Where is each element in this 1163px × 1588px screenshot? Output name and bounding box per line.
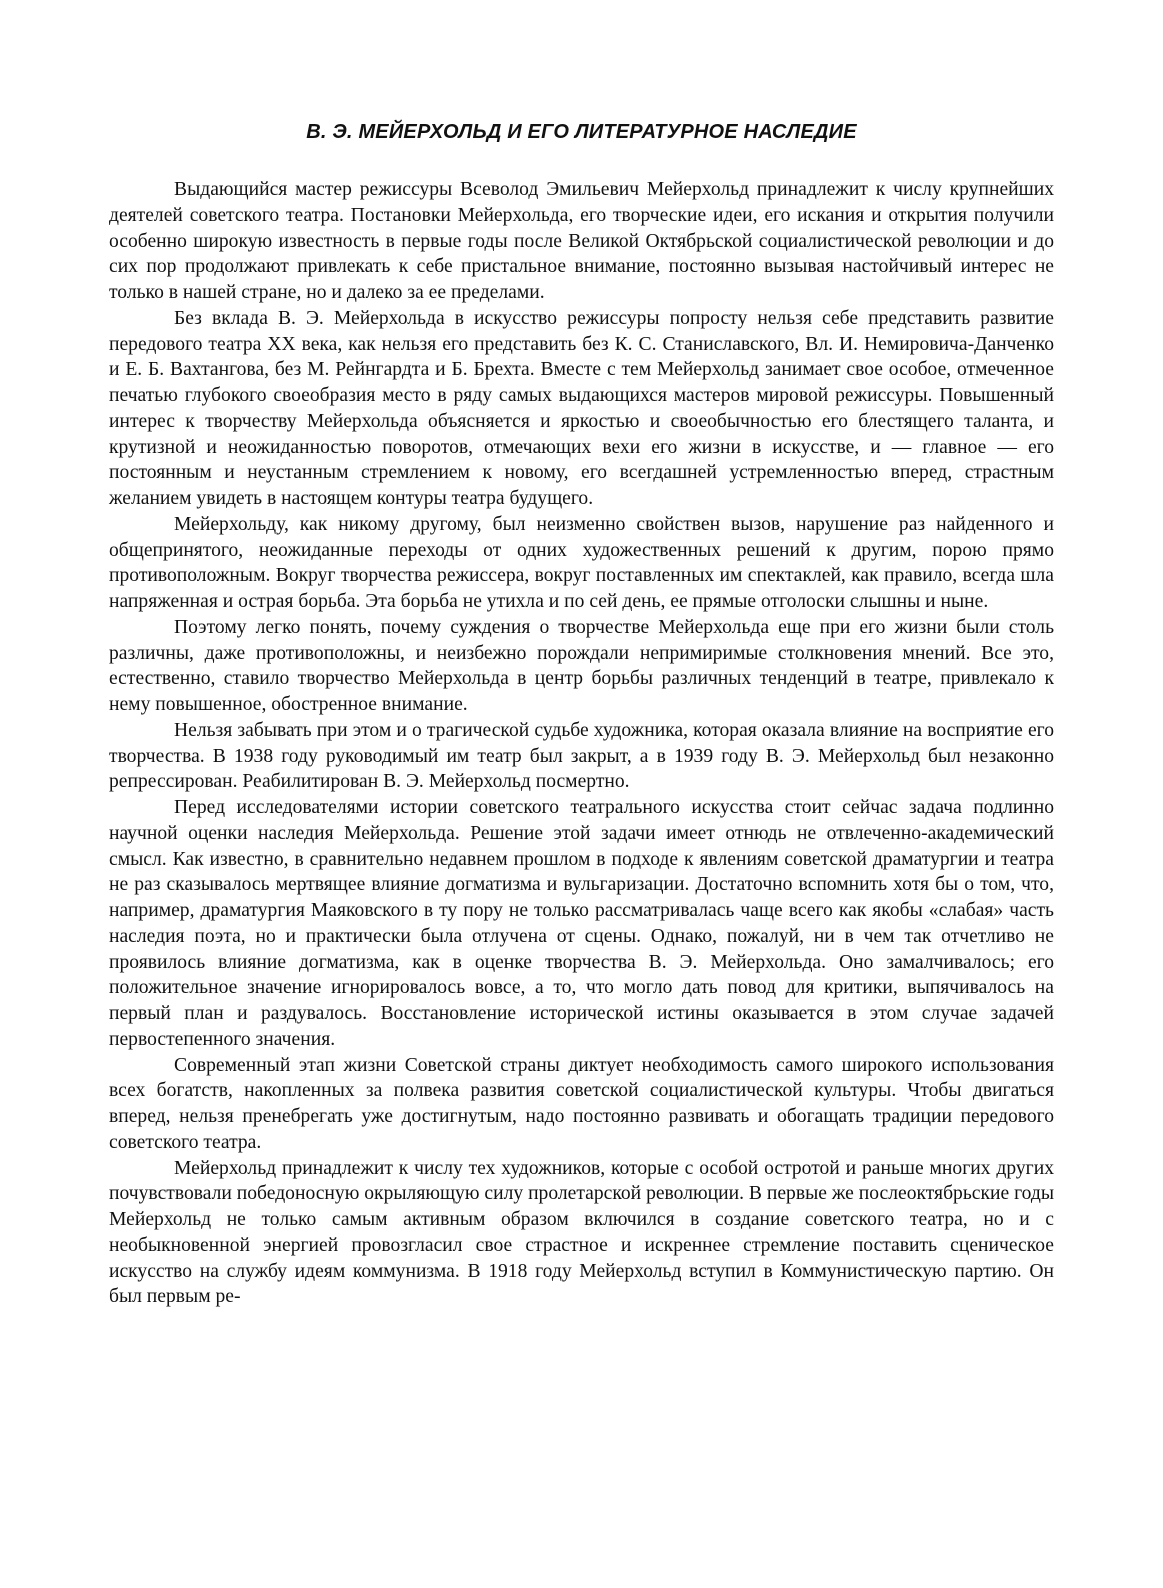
article-body bbox=[109, 177, 1054, 1310]
paragraph: Перед исследователями истории советского театрального искусства стоит сейчас задача подлинно научной оценки наследия Мейерхольда. Решение этой задачи имеет отнюдь не отвлеченно-академический смысл. Как известно, в сравнительно недавнем прошлом в подходе к явлениям советской драматургии и театра не раз сказывалось мертвящее влияние догматизма и вульгаризации. Достаточно вспомнить хотя бы о том, что, например, драматургия Маяковского в ту пору не только рассматривалась чаще всего как якобы «слабая» часть наследия поэта, но и практически была отлучена от сцены. Однако, пожалуй, ни в чем так отчетливо не проявилось влияние догматизма, как в оценке творчества В. Э. Мейерхольда. Оно замалчивалось; его положительное значение игнорировалось вовсе, а то, что могло дать повод для критики, выпячивалось на первый план и раздувалось. Восстановление исторической истины оказывается в этом случае задачей первостепенного значения. bbox=[109, 797, 1054, 1050]
paragraph: Мейерхольду, как никому другому, был неизменно свойствен вызов, нарушение раз найденного и общепринятого, неожиданные переходы от одних художественных решений к другим, порою прямо противоположным. Вокруг творчества режиссера, вокруг поставленных им спектаклей, как правило, всегда шла напряженная и острая борьба. Эта борьба не утихла и по сей день, ее прямые отголоски слышны и ныне. bbox=[109, 513, 1054, 612]
paragraph: Поэтому легко понять, почему суждения о творчестве Мейерхольда еще при его жизни были столь различны, даже противоположны, и неизбежно порождали непримиримые столкновения мнений. Все это, естественно, ставило творчество Мейерхольда в центр борьбы различных тенденций в театре, привлекало к нему повышенное, обостренное внимание. bbox=[109, 616, 1054, 715]
paragraph: Мейерхольд принадлежит к числу тех художников, которые с особой остротой и раньше многих других почувствовали победоносную окрыляющую силу пролетарской революции. В первые же послеоктябрьские годы Мейерхольд не только самым активным образом включился в создание советского театра, но и с необыкновенной энергией провозгласил свое страстное и искреннее стремление поставить сценическое искусство на службу идеям коммунизма. В 1918 году Мейерхольд вступил в Коммунистическую партию. Он был первым ре- bbox=[109, 1157, 1054, 1308]
paragraph: Без вклада В. Э. Мейерхольда в искусство режиссуры попросту нельзя себе представить развитие передового театра XX века, как нельзя его представить без К. С. Станиславского, Вл. И. Немировича-Данченко и Е. Б. Вахтангова, без М. Рейнгардта и Б. Брехта. Вместе с тем Мейерхольд занимает свое особое, отмеченное печатью глубокого своеобразия место в ряду самых выдающихся мастеров мировой режиссуры. Повышенный интерес к творчеству Мейерхольда объясняется и яркостью и своеобычностью его блестящего таланта, и крутизной и неожиданностью поворотов, отмечающих вехи его жизни в искусстве, и — главное — его постоянным и неустанным стремлением к новому, его всегдашней устремленностью вперед, страстным желанием увидеть в настоящем контуры театра будущего. bbox=[109, 307, 1054, 509]
paragraph: Нельзя забывать при этом и о трагической судьбе художника, которая оказала влияние на восприятие его творчества. В 1938 году руководимый им театр был закрыт, а в 1939 году В. Э. Мейерхольд был незаконно репрессирован. Реабилитирован В. Э. Мейерхольд посмертно. bbox=[109, 719, 1054, 793]
paragraph: Выдающийся мастер режиссуры Всеволод Эмильевич Мейерхольд принадлежит к числу крупнейших деятелей советского театра. Постановки Мейерхольда, его творческие идеи, его искания и открытия получили особенно широкую известность в первые годы после Великой Октябрьской социалистической революции и до сих пор продолжают привлекать к себе пристальное внимание, постоянно вызывая настойчивый интерес не только в нашей стране, но и далеко за ее пределами. bbox=[109, 179, 1054, 303]
paragraph: Современный этап жизни Советской страны диктует необходимость самого широкого использования всех богатств, накопленных за полвека развития советской социалистической культуры. Чтобы двигаться вперед, нельзя пренебрегать уже достигнутым, надо постоянно развивать и обогащать традиции передового советского театра. bbox=[109, 1054, 1054, 1153]
page-title: В. Э. МЕЙЕРХОЛЬД И ЕГО ЛИТЕРАТУРНОЕ НАСЛЕДИЕ bbox=[306, 121, 857, 143]
